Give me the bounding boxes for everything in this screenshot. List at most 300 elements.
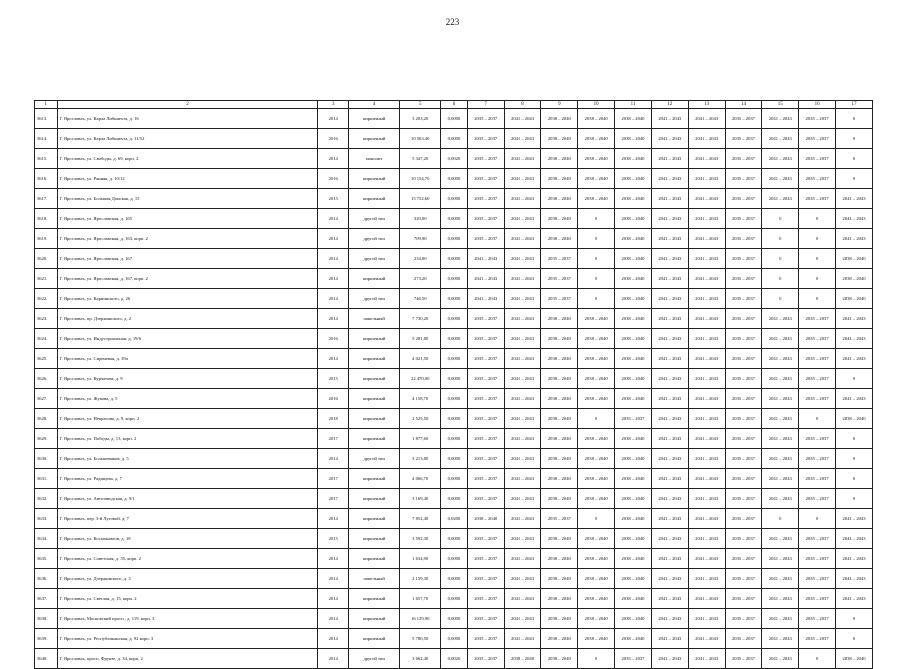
table-cell: 10 563,40 xyxy=(400,129,441,149)
table-cell: 2035 – 2037 xyxy=(725,229,762,249)
table-cell: 2035 – 2037 xyxy=(725,349,762,369)
table-cell: 0 xyxy=(762,249,799,269)
table-cell: 2035 – 2037 xyxy=(799,309,836,329)
table-cell: 3629. xyxy=(35,429,58,449)
table-cell: 2041 – 2043 xyxy=(688,649,725,669)
table-cell: 5 281,80 xyxy=(400,329,441,349)
table-cell: 2041 – 2043 xyxy=(762,569,799,589)
column-number: 3 xyxy=(318,101,349,109)
table-cell: 2041 – 2043 xyxy=(504,469,541,489)
table-cell: 2038 – 2040 xyxy=(541,429,578,449)
table-cell: 2041 – 2043 xyxy=(688,369,725,389)
table-cell: 2041 – 2043 xyxy=(688,529,725,549)
table-cell: 2041 – 2043 xyxy=(762,449,799,469)
table-cell: 2038 – 2040 xyxy=(578,349,615,369)
table-cell: 2014 xyxy=(318,649,349,669)
table-row xyxy=(35,109,873,129)
table-cell: 2035 – 2037 xyxy=(467,629,504,649)
table-cell: 2038 – 2040 xyxy=(541,349,578,369)
table-cell: 2041 – 2043 xyxy=(651,529,688,549)
table-row xyxy=(35,149,873,169)
table-cell: 0,0020 xyxy=(441,649,468,669)
table-cell: 2038 – 2040 xyxy=(836,269,873,289)
table-cell: 0,0000 xyxy=(441,629,468,649)
table-cell: 2041 – 2043 xyxy=(688,429,725,449)
table-cell: 3636. xyxy=(35,569,58,589)
table-cell: 0 xyxy=(578,269,615,289)
table-cell: 2041 – 2043 xyxy=(504,629,541,649)
table-cell: 2041 – 2043 xyxy=(762,549,799,569)
table-cell: 3 203,20 xyxy=(400,109,441,129)
table-cell: 2016 xyxy=(318,129,349,149)
table-cell: 15 752,60 xyxy=(400,189,441,209)
table-row xyxy=(35,589,873,609)
table-cell: 0,0000 xyxy=(441,489,468,509)
table-cell: 0,0000 xyxy=(441,309,468,329)
table-cell: 3614. xyxy=(35,129,58,149)
table-cell: 2041 – 2043 xyxy=(651,509,688,529)
table-cell: 2014 xyxy=(318,589,349,609)
table-cell: 2041 – 2043 xyxy=(504,369,541,389)
table-cell: 3635. xyxy=(35,549,58,569)
table-cell: 2015 xyxy=(318,529,349,549)
table-cell: 2035 – 2037 xyxy=(467,529,504,549)
table-cell: 2035 – 2037 xyxy=(725,649,762,669)
table-cell: 2041 – 2043 xyxy=(836,309,873,329)
table-cell: 2014 xyxy=(318,449,349,469)
table-cell: 4 158,70 xyxy=(400,389,441,409)
table-cell: кирпичный xyxy=(349,429,400,449)
table-cell: 3619. xyxy=(35,229,58,249)
table-cell: 7 852,40 xyxy=(400,509,441,529)
table-cell: 2041 – 2043 xyxy=(762,349,799,369)
table-cell: 3637. xyxy=(35,589,58,609)
table-cell: 2035 – 2037 xyxy=(725,609,762,629)
table-cell: 746,50 xyxy=(400,289,441,309)
table-cell: 2038 – 2040 xyxy=(615,569,652,589)
table-cell: 2041 – 2043 xyxy=(504,429,541,449)
table-cell: 2035 – 2037 xyxy=(467,609,504,629)
table-cell: 0,0200 xyxy=(441,509,468,529)
table-cell: 2038 – 2040 xyxy=(836,289,873,309)
table-cell: 0 xyxy=(799,269,836,289)
table-cell: 2038 – 2040 xyxy=(541,149,578,169)
table-cell: 0,0000 xyxy=(441,429,468,449)
table-cell: 2038 – 2040 xyxy=(615,429,652,449)
table-cell: 2041 – 2043 xyxy=(504,189,541,209)
table-cell: Г. Ярославль, просп. Фрунзе, д. 34, корп. 2 xyxy=(57,649,318,669)
table-cell: 2041 – 2043 xyxy=(762,149,799,169)
table-cell: 2041 – 2043 xyxy=(762,589,799,609)
table-cell: кирпичный xyxy=(349,269,400,289)
table-cell: 2035 – 2037 xyxy=(615,649,652,669)
table-cell: 2038 – 2040 xyxy=(578,309,615,329)
table-cell: 2041 – 2043 xyxy=(504,249,541,269)
table-cell: 0,0000 xyxy=(441,449,468,469)
table-cell: 2041 – 2043 xyxy=(651,229,688,249)
table-cell: 2035 – 2037 xyxy=(725,589,762,609)
table-cell: 2035 – 2037 xyxy=(541,269,578,289)
table-cell: 2041 – 2043 xyxy=(651,109,688,129)
table-cell: 2038 – 2040 xyxy=(541,549,578,569)
table-cell: 2041 – 2043 xyxy=(762,409,799,429)
table-cell: 2038 – 2040 xyxy=(578,389,615,409)
table-cell: 0 xyxy=(836,609,873,629)
table-cell: 1 634,90 xyxy=(400,549,441,569)
table-cell: 2035 – 2037 xyxy=(467,329,504,349)
table-cell: 0 xyxy=(799,509,836,529)
table-cell: 2038 – 2040 xyxy=(578,609,615,629)
table-cell: 2038 – 2040 xyxy=(541,229,578,249)
table-cell: 2035 – 2037 xyxy=(725,329,762,349)
table-cell: 2041 – 2043 xyxy=(651,409,688,429)
table-cell: 2041 – 2043 xyxy=(504,589,541,609)
column-number: 7 xyxy=(467,101,504,109)
table-cell: 2041 – 2043 xyxy=(504,449,541,469)
table-cell: 2035 – 2037 xyxy=(725,549,762,569)
table-cell: 0 xyxy=(799,409,836,429)
table-cell: 2014 xyxy=(318,249,349,269)
table-cell: 0 xyxy=(762,229,799,249)
table-cell: 2038 – 2040 xyxy=(541,609,578,629)
table-cell: 2041 – 2043 xyxy=(467,289,504,309)
table-cell: 3 213,80 xyxy=(400,449,441,469)
table-cell: 2038 – 2040 xyxy=(615,529,652,549)
table-cell: 2041 – 2043 xyxy=(762,309,799,329)
table-cell: 2038 – 2040 xyxy=(541,489,578,509)
table-cell: кирпичный xyxy=(349,509,400,529)
table-cell: кирпичный xyxy=(349,489,400,509)
table-cell: 3624. xyxy=(35,329,58,349)
table-cell: 2035 – 2037 xyxy=(541,249,578,269)
table-cell: 2041 – 2043 xyxy=(467,269,504,289)
table-cell: 3 592,30 xyxy=(400,529,441,549)
table-cell: 2041 – 2043 xyxy=(836,209,873,229)
table-cell: 2041 – 2043 xyxy=(504,389,541,409)
table-cell: 2035 – 2037 xyxy=(467,489,504,509)
table-cell: 2041 – 2043 xyxy=(688,629,725,649)
table-cell: 0 xyxy=(836,429,873,449)
table-cell: 2038 – 2040 xyxy=(836,409,873,429)
table-cell: 0,0000 xyxy=(441,409,468,429)
table-cell: 0,0000 xyxy=(441,229,468,249)
table-cell: 0,0020 xyxy=(441,149,468,169)
table-cell: 2041 – 2043 xyxy=(651,649,688,669)
table-cell: 2041 – 2043 xyxy=(504,329,541,349)
table-cell: 2041 – 2043 xyxy=(504,289,541,309)
table-cell: 2041 – 2043 xyxy=(762,629,799,649)
column-number: 17 xyxy=(836,101,873,109)
table-cell: 2035 – 2037 xyxy=(725,149,762,169)
table-cell: 2014 xyxy=(318,109,349,129)
table-cell: 2035 – 2037 xyxy=(467,209,504,229)
table-cell: кирпичный xyxy=(349,609,400,629)
table-cell: 709,90 xyxy=(400,229,441,249)
table-cell: Г. Ярославль, Московский просп., д. 119, корп. 3 xyxy=(57,609,318,629)
column-number: 10 xyxy=(578,101,615,109)
table-cell: 2035 – 2037 xyxy=(725,449,762,469)
table-cell: 2038 – 2040 xyxy=(578,469,615,489)
table-cell: Г. Ярославль, ул. Космонавтов, д. 18 xyxy=(57,529,318,549)
table-row xyxy=(35,509,873,529)
table-cell: кирпичный xyxy=(349,169,400,189)
table-cell: 0,0000 xyxy=(441,209,468,229)
table-cell: 2041 – 2043 xyxy=(836,349,873,369)
table-cell: 2041 – 2043 xyxy=(688,549,725,569)
table-row xyxy=(35,389,873,409)
table-row xyxy=(35,429,873,449)
table-cell: 2035 – 2037 xyxy=(799,349,836,369)
table-cell: 2038 – 2040 xyxy=(615,589,652,609)
table-cell: 2041 – 2043 xyxy=(504,149,541,169)
table-cell: 2041 – 2043 xyxy=(504,529,541,549)
table-cell: 0 xyxy=(578,649,615,669)
table-cell: 1 877,60 xyxy=(400,429,441,449)
table-cell: 2041 – 2043 xyxy=(651,429,688,449)
table-cell: 2041 – 2043 xyxy=(836,549,873,569)
table-cell: 2035 – 2037 xyxy=(467,389,504,409)
table-cell: другой тип xyxy=(349,209,400,229)
table-cell: 2041 – 2043 xyxy=(651,149,688,169)
table-cell: 2035 – 2037 xyxy=(799,589,836,609)
table-cell: 2035 – 2037 xyxy=(799,609,836,629)
table-cell: 3634. xyxy=(35,529,58,549)
table-cell: 0 xyxy=(578,509,615,529)
table-cell: 2014 xyxy=(318,549,349,569)
table-cell: 2041 – 2043 xyxy=(688,489,725,509)
table-cell: 3621. xyxy=(35,269,58,289)
register-table xyxy=(34,100,873,669)
table-cell: 2 159,30 xyxy=(400,569,441,589)
table-row xyxy=(35,549,873,569)
table-cell: 2041 – 2043 xyxy=(688,209,725,229)
column-number: 8 xyxy=(504,101,541,109)
table-cell: 2035 – 2037 xyxy=(467,569,504,589)
table-cell: 2038 – 2040 xyxy=(615,149,652,169)
table-cell: Г. Ярославль, ул. Победы, д. 13, корп. 2 xyxy=(57,429,318,449)
table-cell: 2035 – 2037 xyxy=(541,509,578,529)
table-cell: 2041 – 2043 xyxy=(688,149,725,169)
table-cell: кирпичный xyxy=(349,629,400,649)
table-cell: 0,0000 xyxy=(441,609,468,629)
table-row xyxy=(35,649,873,669)
table-cell: 2038 – 2040 xyxy=(615,349,652,369)
table-cell: 2016 xyxy=(318,389,349,409)
table-cell: 3616. xyxy=(35,169,58,189)
table-cell: Г. Ярославль, ул. Автозаводская, д. 9/1 xyxy=(57,489,318,509)
table-row xyxy=(35,209,873,229)
table-cell: 2041 – 2043 xyxy=(688,589,725,609)
table-cell: 3 169,40 xyxy=(400,489,441,509)
table-cell: 2041 – 2043 xyxy=(504,409,541,429)
table-cell: 2041 – 2043 xyxy=(762,489,799,509)
table-cell: 0 xyxy=(799,229,836,249)
table-cell: 2014 xyxy=(318,609,349,629)
table-cell: 3631. xyxy=(35,469,58,489)
table-cell: 2038 – 2040 xyxy=(578,529,615,549)
table-row xyxy=(35,189,873,209)
table-cell: 2038 – 2040 xyxy=(578,129,615,149)
table-cell: 2038 – 2040 xyxy=(615,509,652,529)
table-cell: 4 021,50 xyxy=(400,349,441,369)
table-cell: 2035 – 2037 xyxy=(799,129,836,149)
table-cell: 2041 – 2043 xyxy=(688,409,725,429)
column-number: 9 xyxy=(541,101,578,109)
table-cell: 2038 – 2040 xyxy=(541,169,578,189)
table-cell: 2041 – 2043 xyxy=(688,189,725,209)
table-cell: 2035 – 2037 xyxy=(799,529,836,549)
table-cell: 2017 xyxy=(318,469,349,489)
table-cell: 2041 – 2043 xyxy=(504,609,541,629)
table-cell: 2038 – 2040 xyxy=(836,649,873,669)
table-cell: 2041 – 2043 xyxy=(688,449,725,469)
table-cell: 0 xyxy=(799,649,836,669)
column-number: 12 xyxy=(651,101,688,109)
table-row xyxy=(35,609,873,629)
table-cell: 2041 – 2043 xyxy=(651,629,688,649)
table-body xyxy=(35,109,873,669)
table-cell: 2035 – 2037 xyxy=(799,449,836,469)
table-cell: 2038 – 2040 xyxy=(578,549,615,569)
column-number: 2 xyxy=(57,101,318,109)
table-cell: 2041 – 2043 xyxy=(651,589,688,609)
table-cell: 3628. xyxy=(35,409,58,429)
table-cell: 2035 – 2037 xyxy=(799,109,836,129)
table-cell: 2038 – 2040 xyxy=(615,449,652,469)
table-cell: другой тип xyxy=(349,249,400,269)
table-cell: кирпичный xyxy=(349,549,400,569)
table-cell: 2041 – 2043 xyxy=(688,469,725,489)
table-cell: 3622. xyxy=(35,289,58,309)
table-cell: 2035 – 2037 xyxy=(725,209,762,229)
table-cell: Г. Ярославль, ул. Некрасова, д. 9, корп. 2 xyxy=(57,409,318,429)
table-cell: кирпичный xyxy=(349,189,400,209)
table-cell: 2035 – 2037 xyxy=(725,489,762,509)
table-cell: панельный xyxy=(349,309,400,329)
table-cell: 2035 – 2037 xyxy=(799,469,836,489)
table-cell: 2041 – 2043 xyxy=(688,269,725,289)
table-cell: 2018 xyxy=(318,409,349,429)
table-cell: 0,0000 xyxy=(441,529,468,549)
table-cell: Г. Ярославль, ул. Большая Донская, д. 15 xyxy=(57,189,318,209)
table-cell: 16 129,90 xyxy=(400,609,441,629)
table-cell: 320,00 xyxy=(400,209,441,229)
table-cell: 2038 – 2040 xyxy=(615,329,652,349)
table-cell: 3639. xyxy=(35,629,58,649)
table-cell: 0,0000 xyxy=(441,189,468,209)
table-cell: 2035 – 2037 xyxy=(725,629,762,649)
table-cell: 2041 – 2043 xyxy=(688,509,725,529)
table-cell: 2038 – 2040 xyxy=(541,569,578,589)
table-cell: 0 xyxy=(762,509,799,529)
table-cell: 2035 – 2037 xyxy=(467,309,504,329)
table-cell: панельный xyxy=(349,569,400,589)
table-cell: 2035 – 2037 xyxy=(725,529,762,549)
table-cell: 2041 – 2043 xyxy=(651,449,688,469)
table-cell: 2041 – 2043 xyxy=(504,509,541,529)
table-cell: 0,0000 xyxy=(441,349,468,369)
table-row xyxy=(35,629,873,649)
column-number: 16 xyxy=(799,101,836,109)
table-cell: 0 xyxy=(836,169,873,189)
table-cell: кирпичный xyxy=(349,129,400,149)
table-cell: кирпичный xyxy=(349,349,400,369)
table-cell: 2041 – 2043 xyxy=(762,369,799,389)
table-cell: 2041 – 2043 xyxy=(651,309,688,329)
table-cell: 0,0000 xyxy=(441,389,468,409)
table-cell: 0 xyxy=(799,249,836,269)
table-cell: 2035 – 2037 xyxy=(541,289,578,309)
table-cell: другой тип xyxy=(349,229,400,249)
table-cell: 2035 – 2037 xyxy=(799,549,836,569)
table-cell: 2038 – 2040 xyxy=(615,609,652,629)
page-number: 223 xyxy=(445,17,460,27)
table-cell: 2017 xyxy=(318,489,349,509)
table-cell: 3632. xyxy=(35,489,58,509)
table-cell: 2038 – 2040 xyxy=(467,509,504,529)
table-cell: 2035 – 2037 xyxy=(799,429,836,449)
table-cell: 2038 – 2040 xyxy=(578,149,615,169)
table-cell: 3630. xyxy=(35,449,58,469)
table-cell: Г. Ярославль, ул. Ранняя, д. 10/12 xyxy=(57,169,318,189)
table-cell: 2041 – 2043 xyxy=(651,169,688,189)
table-cell: Г. Ярославль, ул. Сиреневая, д. 39а xyxy=(57,349,318,369)
table-cell: 2038 – 2040 xyxy=(578,629,615,649)
table-cell: 2038 – 2040 xyxy=(615,289,652,309)
table-cell: 5 780,50 xyxy=(400,629,441,649)
table-cell: 2035 – 2037 xyxy=(467,409,504,429)
table-cell: 2035 – 2037 xyxy=(725,409,762,429)
table-cell: Г. Ярославль, ул. Жукова, д. 5 xyxy=(57,389,318,409)
table-cell: монолит xyxy=(349,149,400,169)
table-cell: 2041 – 2043 xyxy=(688,109,725,129)
table-cell: другой тип xyxy=(349,289,400,309)
table-cell: 2041 – 2043 xyxy=(762,109,799,129)
table-row xyxy=(35,369,873,389)
table-cell: 2038 – 2040 xyxy=(578,369,615,389)
table-cell: 2041 – 2043 xyxy=(836,189,873,209)
table-cell: 10 154,70 xyxy=(400,169,441,189)
table-cell: 2041 – 2043 xyxy=(504,169,541,189)
table-cell: 2041 – 2043 xyxy=(504,309,541,329)
table-cell: Г. Ярославль, ул. Республиканская, д. 92 корп. 3 xyxy=(57,629,318,649)
table-cell: 2041 – 2043 xyxy=(762,649,799,669)
table-cell: 2038 – 2040 xyxy=(541,629,578,649)
table-cell: 2014 xyxy=(318,269,349,289)
table-cell: 2035 – 2037 xyxy=(799,489,836,509)
table-row xyxy=(35,229,873,249)
table-cell: 0,0000 xyxy=(441,329,468,349)
table-cell: Г. Ярославль, ул. Ярославская, д. 165 xyxy=(57,209,318,229)
column-number: 11 xyxy=(615,101,652,109)
table-cell: Г. Ярославль, ул. Советская, д. 55, корп. 2 xyxy=(57,549,318,569)
table-cell: Г. Ярославль, пр. Дзержинского, д. 2 xyxy=(57,309,318,329)
table-cell: 0,0000 xyxy=(441,269,468,289)
table-cell: 2041 – 2043 xyxy=(504,569,541,589)
table-cell: кирпичный xyxy=(349,329,400,349)
column-number: 4 xyxy=(349,101,400,109)
table-row xyxy=(35,409,873,429)
table-cell: 0 xyxy=(762,209,799,229)
table-row xyxy=(35,249,873,269)
table-cell: 2038 – 2040 xyxy=(578,189,615,209)
table-cell: кирпичный xyxy=(349,409,400,429)
column-number: 6 xyxy=(441,101,468,109)
table-cell: 2038 – 2040 xyxy=(541,129,578,149)
table-row xyxy=(35,269,873,289)
table-cell: 2035 – 2037 xyxy=(467,549,504,569)
table-cell: 2014 xyxy=(318,149,349,169)
